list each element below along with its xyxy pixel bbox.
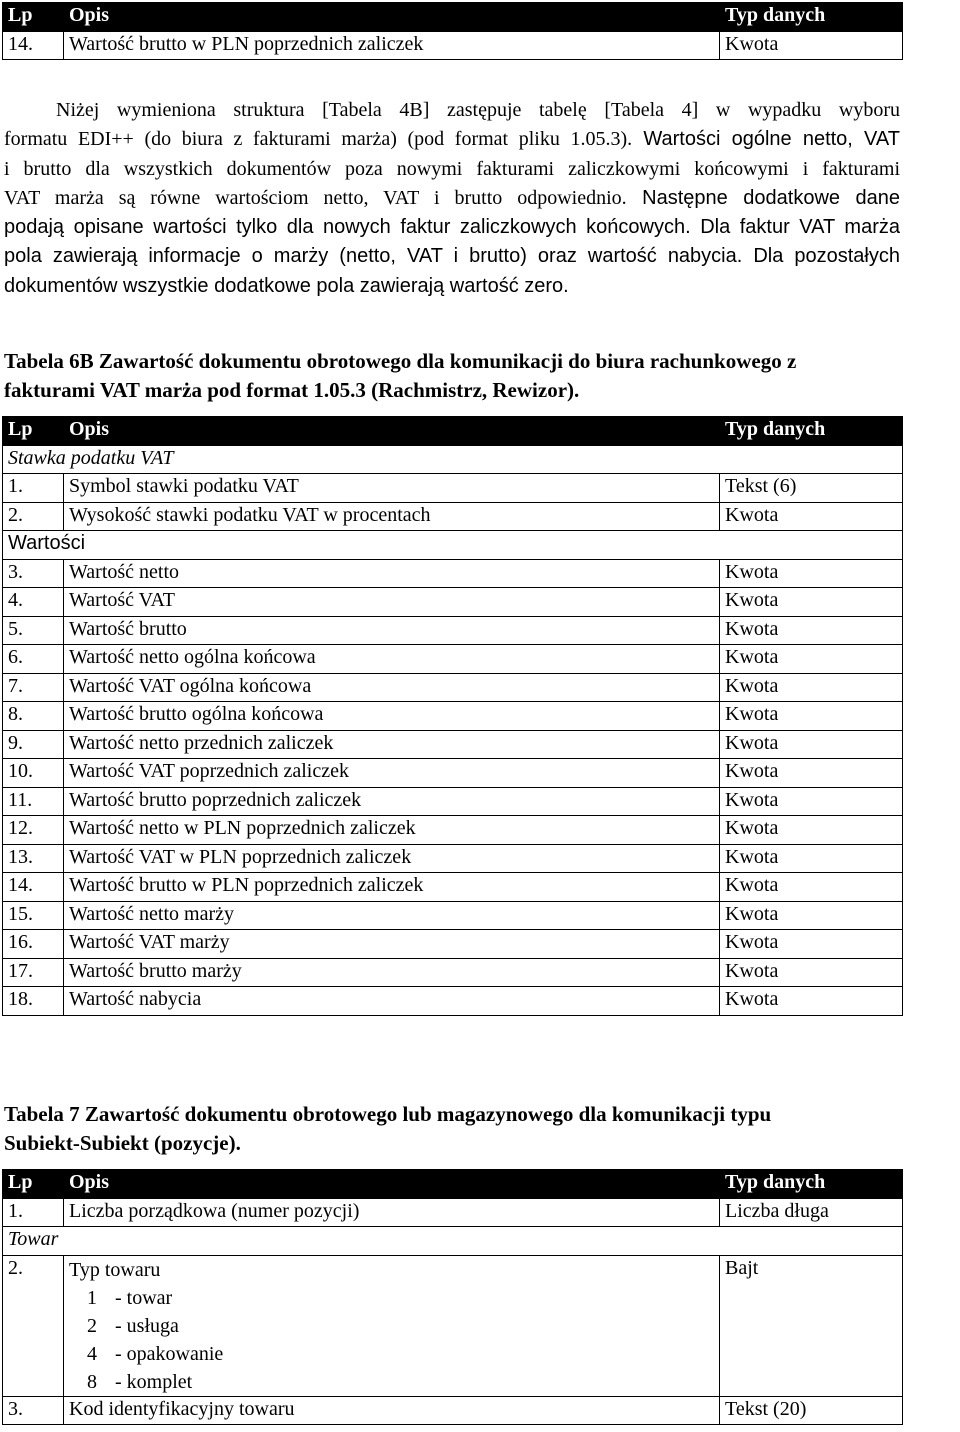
cell-lp: 17. [3,958,64,987]
cell-typ: Kwota [720,702,903,731]
section-label: Towar [3,1227,903,1256]
cell-opis: Wartość VAT ogólna końcowa [64,673,720,702]
cell-opis: Wartość brutto w PLN poprzednich zaliczek [64,873,720,902]
section-row [3,531,903,560]
table-row [3,588,903,617]
option-list [69,1284,714,1396]
cell-opis: Wysokość stawki podatku VAT w procentach [64,502,720,531]
cell-lp: 18. [3,987,64,1016]
cell-lp: 9. [3,730,64,759]
cell-lp: 2. [3,1255,64,1396]
cell-typ: Kwota [720,31,903,60]
table-caption-7 [4,1100,904,1158]
table-row [3,673,903,702]
cell-opis: Wartość brutto marży [64,958,720,987]
option-code: 8 [87,1370,97,1393]
header-lp: Lp [3,3,64,32]
table-row [3,559,903,588]
cell-lp: 1. [3,1198,64,1227]
paragraph-text: formatu EDI++ (do biura z fakturami marża) (pod format pliku 1.05.3). [4,128,633,151]
cell-opis: Symbol stawki podatku VAT [64,474,720,503]
cell-lp: 13. [3,844,64,873]
cell-typ: Kwota [720,901,903,930]
rows-group [3,474,903,531]
cell-typ: Kwota [720,987,903,1016]
cell-opis: Kod identyfikacyjny towaru [64,1396,720,1425]
option-code: 2 [87,1314,97,1337]
caption-line: Tabela 6B Zawartość dokumentu obrotowego dla komunikacji do biura rachunkowego z [4,349,797,373]
cell-lp: 5. [3,616,64,645]
table-7 [2,1169,903,1425]
table-row [3,844,903,873]
header-typ: Typ danych [720,3,903,32]
header-opis: Opis [64,417,720,446]
cell-opis: Wartość VAT [64,588,720,617]
option-label: - towar [115,1286,173,1309]
cell-lp: 7. [3,673,64,702]
cell-lp: 14. [3,31,64,60]
cell-opis: Wartość netto [64,559,720,588]
cell-opis: Wartość brutto [64,616,720,645]
cell-opis: Wartość nabycia [64,987,720,1016]
table-row [3,987,903,1016]
paragraph-line: i brutto dla wszystkich dokumentów poza nowymi fakturami zaliczkowymi końcowymi i fakturami [4,157,900,180]
table-row [3,645,903,674]
cell-typ: Tekst (6) [720,474,903,503]
option-label: - opakowanie [115,1342,224,1365]
cell-typ: Bajt [720,1255,903,1396]
cell-lp: 16. [3,930,64,959]
cell-typ: Kwota [720,958,903,987]
cell-opis: Liczba porządkowa (numer pozycji) [64,1198,720,1227]
caption-line: Subiekt-Subiekt (pozycje). [4,1131,241,1155]
cell-lp: 1. [3,474,64,503]
table-caption-6b [4,347,904,405]
cell-lp: 15. [3,901,64,930]
cell-opis: Wartość netto przednich zaliczek [64,730,720,759]
paragraph-line: pola zawierają informacje o marży (netto, VAT i brutto) oraz wartość nabycia. Dla pozostałych [4,245,900,268]
table-row [3,616,903,645]
cell-lp: 10. [3,759,64,788]
header-typ: Typ danych [720,417,903,446]
caption-line: fakturami VAT marża pod format 1.05.3 (Rachmistrz, Rewizor). [4,378,580,402]
cell-lp: 11. [3,787,64,816]
cell-typ: Kwota [720,502,903,531]
option-item [69,1340,714,1368]
table-row [3,958,903,987]
cell-lp: 8. [3,702,64,731]
cell-opis: Wartość brutto w PLN poprzednich zaliczek [64,31,720,60]
cell-opis: Wartość VAT w PLN poprzednich zaliczek [64,844,720,873]
table-row [3,759,903,788]
table-row [3,901,903,930]
table-row [3,873,903,902]
cell-lp: 2. [3,502,64,531]
cell-typ: Kwota [720,673,903,702]
cell-lp: 3. [3,559,64,588]
option-code: 4 [87,1342,97,1365]
table-header-row [3,1170,903,1199]
option-code: 1 [87,1286,97,1309]
table-row [3,474,903,503]
header-typ: Typ danych [720,1170,903,1199]
table-row [3,1396,903,1425]
table-row [3,1198,903,1227]
cell-typ: Liczba długa [720,1198,903,1227]
cell-lp: 3. [3,1396,64,1425]
paragraph-text: Następne dodatkowe dane [626,186,901,209]
option-item [69,1312,714,1340]
option-item [69,1284,714,1312]
cell-lp: 6. [3,645,64,674]
cell-typ: Kwota [720,559,903,588]
cell-opis-title: Typ towaru [69,1258,161,1281]
cell-typ: Tekst (20) [720,1396,903,1425]
header-opis: Opis [64,3,720,32]
option-label: - komplet [115,1370,193,1393]
paragraph-text: VAT marża są równe wartościom netto, VAT i brutto odpowiednio. [4,186,627,209]
rows-group [3,559,903,1015]
cell-typ: Kwota [720,787,903,816]
cell-lp: 12. [3,816,64,845]
table-row [3,1255,903,1396]
header-opis: Opis [64,1170,720,1199]
caption-line: Tabela 7 Zawartość dokumentu obrotowego lub magazynowego dla komunikacji typu [4,1102,772,1126]
paragraph-line: Niżej wymieniona struktura [Tabela 4B] zastępuje tabelę [Tabela 4] w wypadku wyboru [56,99,900,121]
section-label: Wartości [3,531,903,560]
cell-opis: Wartość VAT marży [64,930,720,959]
table-top [2,2,903,60]
header-lp: Lp [3,1170,64,1199]
table-row [3,502,903,531]
cell-typ: Kwota [720,759,903,788]
cell-typ: Kwota [720,844,903,873]
cell-typ: Kwota [720,645,903,674]
cell-typ: Kwota [720,930,903,959]
paragraph-line [4,184,900,213]
cell-typ: Kwota [720,816,903,845]
table-6b [2,416,903,1016]
paragraph-line: podają opisane wartości tylko dla nowych faktur zaliczkowych końcowych. Dla faktur VAT marża [4,216,900,239]
option-label: - usługa [115,1314,179,1337]
table-row [3,930,903,959]
cell-typ: Kwota [720,616,903,645]
cell-opis [64,1255,720,1396]
table-row [3,730,903,759]
cell-typ: Kwota [720,873,903,902]
body-paragraph [4,96,900,301]
header-lp: Lp [3,417,64,446]
section-row [3,1227,903,1256]
cell-typ: Kwota [720,588,903,617]
table-header-row [3,417,903,446]
section-row [3,445,903,474]
table-row [3,816,903,845]
cell-lp: 14. [3,873,64,902]
option-item [69,1368,714,1396]
table-row [3,702,903,731]
section-label: Stawka podatku VAT [3,445,903,474]
cell-opis: Wartość netto ogólna końcowa [64,645,720,674]
paragraph-text: Wartości ogólne netto, VAT [632,128,900,151]
table-row [3,787,903,816]
paragraph-line [4,125,900,154]
paragraph-line: dokumentów wszystkie dodatkowe pola zawierają wartość zero. [4,274,569,297]
cell-opis: Wartość brutto ogólna końcowa [64,702,720,731]
table-header-row [3,3,903,32]
cell-opis: Wartość netto w PLN poprzednich zaliczek [64,816,720,845]
table-row [3,31,903,60]
cell-opis: Wartość VAT poprzednich zaliczek [64,759,720,788]
cell-opis: Wartość brutto poprzednich zaliczek [64,787,720,816]
cell-opis: Wartość netto marży [64,901,720,930]
cell-lp: 4. [3,588,64,617]
cell-typ: Kwota [720,730,903,759]
